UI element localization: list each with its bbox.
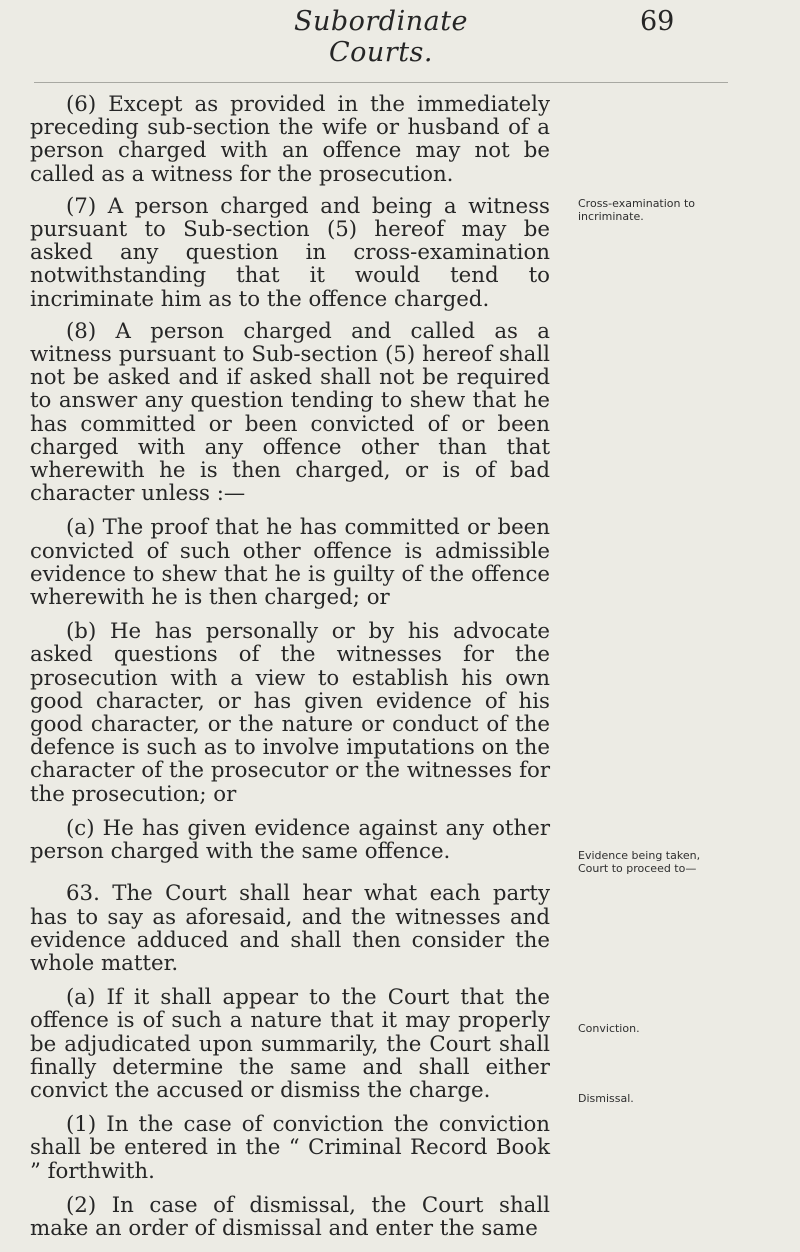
marginal-note-dismissal: Dismissal. (578, 1092, 634, 1105)
paragraph-clause-a: (a) The proof that he has committed or been convicted of such other offence is admissible evidence to shew that he is guilty of the offence wherewith he is then charged; or (30, 515, 550, 611)
body-text (30, 93, 550, 1240)
paragraph-63-1: (1) In the case of conviction the conviction shall be entered in the “ Criminal Record Book ” forthwith. (30, 1112, 550, 1184)
header-rule (34, 82, 728, 83)
paragraph-subsection-8: (8) A person charged and called as a witness pursuant to Sub-section (5) hereof shall not be asked and if asked shall not be required to answer any question tending to shew that he has committed or been convicted of or been charged with any offence other than that wherewith he is then charged, or is of bad character unless :— (30, 318, 550, 507)
paragraph-63-2: (2) In case of dismissal, the Court shall make an order of dismissal and enter the same (30, 1192, 550, 1241)
page-header (0, 6, 800, 68)
running-title: Subordinate Courts. (293, 6, 469, 68)
marginal-note-evidence-taken: Evidence being taken, Court to proceed to— (578, 849, 701, 875)
paragraph-subsection-6: (6) Except as provided in the immediately preceding sub-section the wife or husband of a person charged with an offence may not be called as a witness for the prosecution. (30, 92, 550, 187)
paragraph-63-a: (a) If it shall appear to the Court that the offence is of such a nature that it may properly be adjudicated upon summarily, the Court shall finally determine the same and shall either convict the accused or dismiss the charge. (30, 985, 550, 1103)
paragraph-subsection-7: (7) A person charged and being a witness pursuant to Sub-section (5) hereof may be asked any question in cross-examination notwithstanding that it would tend to incriminate him as to the offence charged. (30, 193, 550, 312)
paragraph-section-63: 63. The Court shall hear what each party has to say as aforesaid, and the witnesses and evidence adduced and shall then consider the whole matter. (30, 881, 550, 976)
page-number: 69 (640, 6, 675, 37)
marginal-note-cross-examination: Cross-examination to incriminate. (578, 197, 696, 223)
paragraph-clause-c: (c) He has given evidence against any other person charged with the same offence. (30, 815, 550, 865)
marginal-note-conviction: Conviction. (578, 1022, 640, 1035)
paragraph-clause-b: (b) He has personally or by his advocate asked questions of the witnesses for the prosecution with a view to establish his own good character, or has given evidence of his good character, or the nature or conduct of the defence is such as to involve imputations on the character of the prosecutor or the witnesses for the prosecution; or (30, 619, 550, 807)
